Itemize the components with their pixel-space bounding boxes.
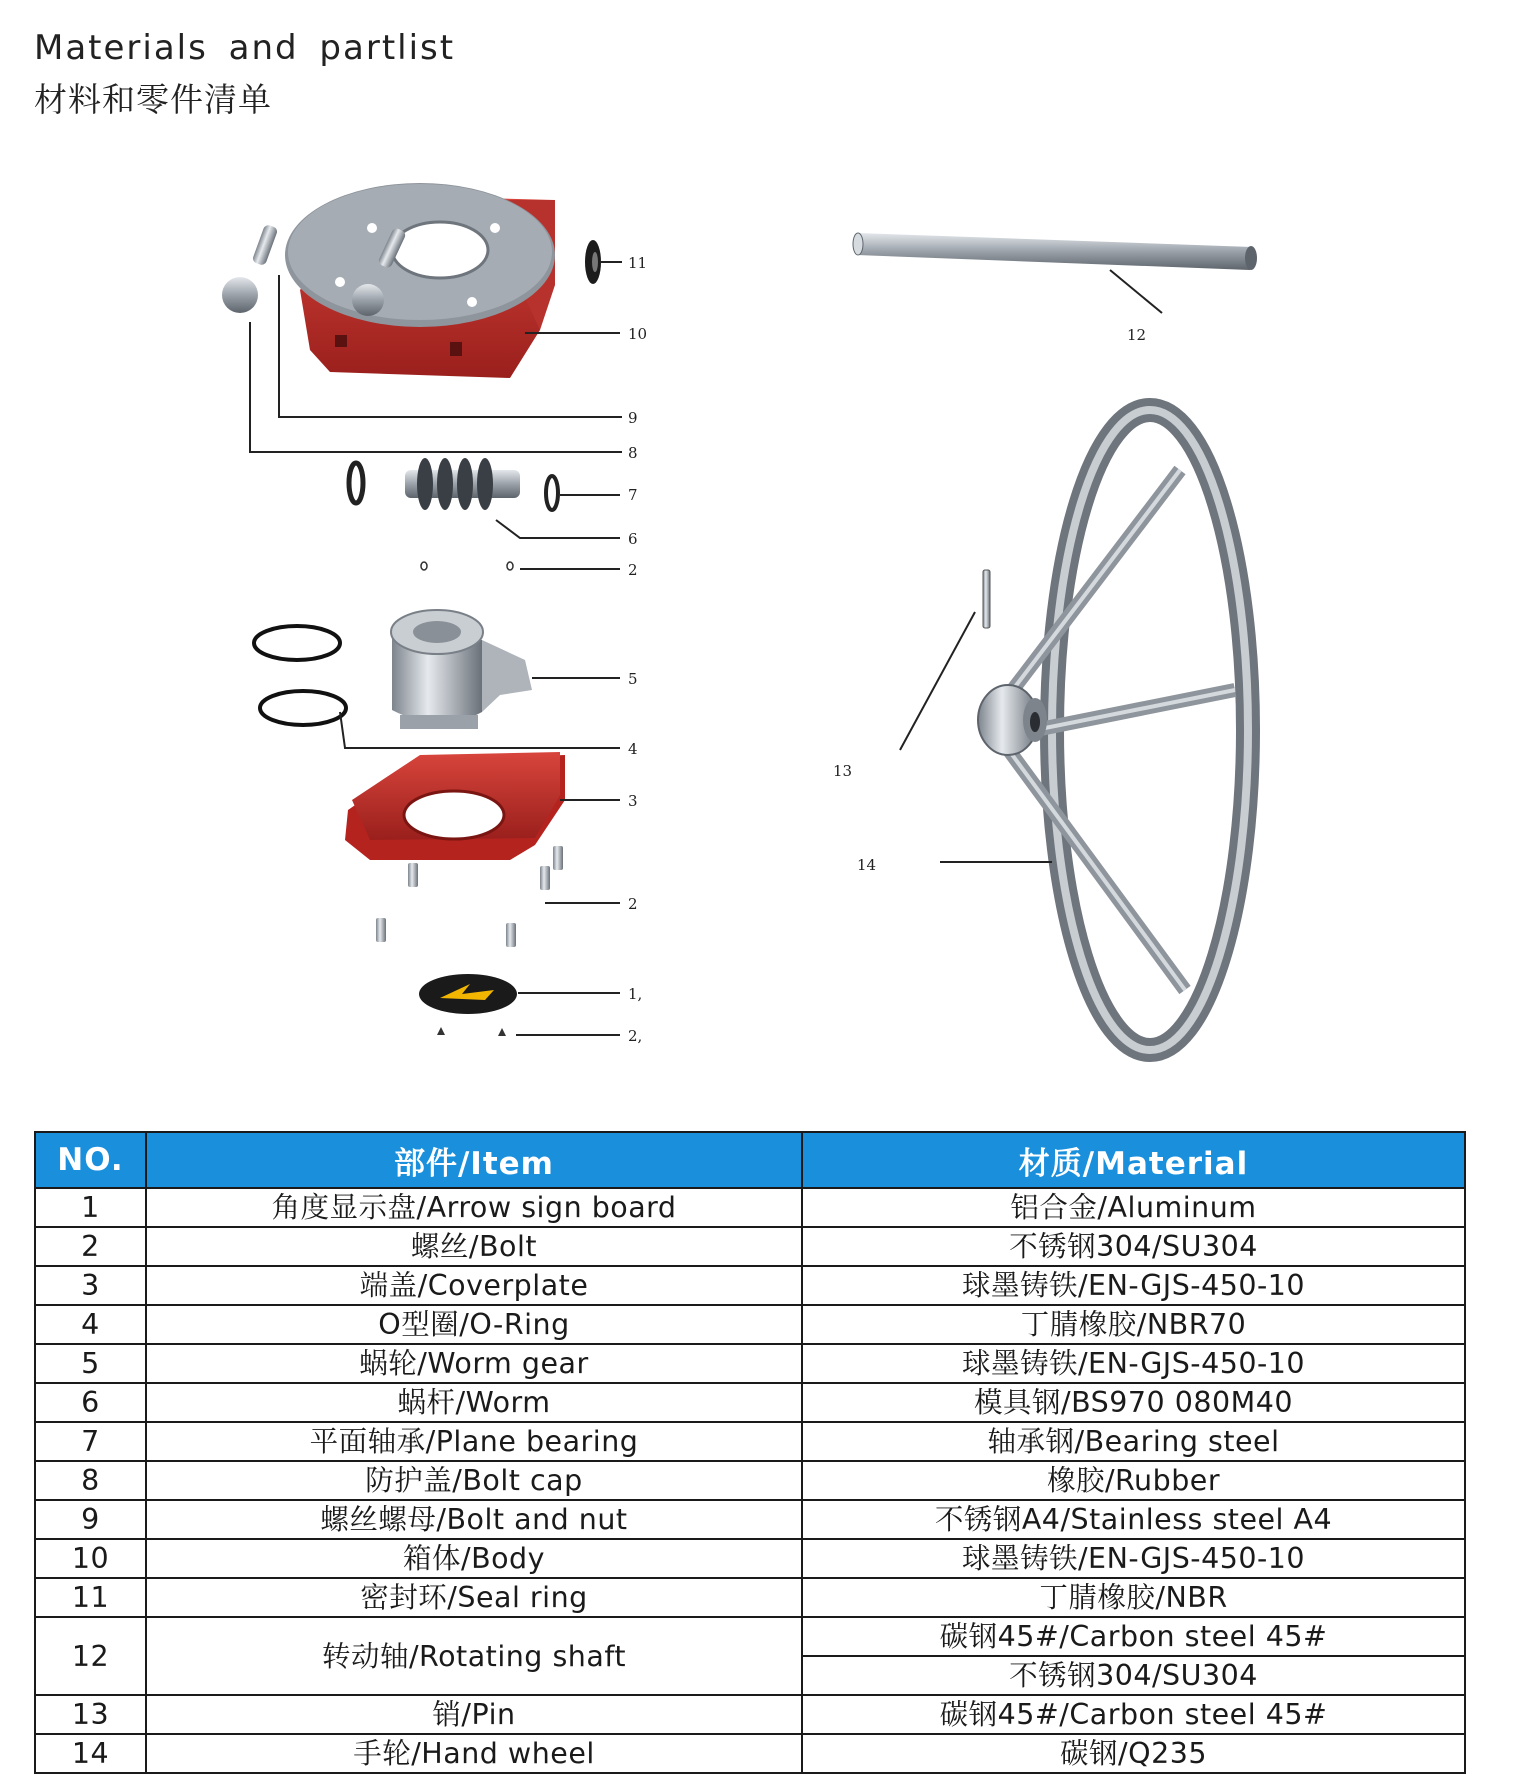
hand-wheel-part <box>978 410 1248 1050</box>
cell-item: 防护盖/Bolt cap <box>146 1461 802 1500</box>
table-row <box>35 1422 1465 1461</box>
table-row <box>35 1500 1465 1539</box>
callout-4: 4 <box>628 740 638 758</box>
cell-item: 转动轴/Rotating shaft <box>146 1617 802 1695</box>
cell-no: 4 <box>35 1305 146 1344</box>
cell-no: 11 <box>35 1578 146 1617</box>
cell-material: 球墨铸铁/EN-GJS-450-10 <box>802 1266 1465 1305</box>
cell-material: 球墨铸铁/EN-GJS-450-10 <box>802 1539 1465 1578</box>
table-row <box>35 1734 1465 1773</box>
cell-no: 5 <box>35 1344 146 1383</box>
cell-item: 手轮/Hand wheel <box>146 1734 802 1773</box>
cell-material-alt: 不锈钢304/SU304 <box>802 1656 1465 1695</box>
table-row <box>35 1461 1465 1500</box>
cell-material: 碳钢/Q235 <box>802 1734 1465 1773</box>
rotating-shaft-part <box>853 233 1257 270</box>
cell-item: 蜗轮/Worm gear <box>146 1344 802 1383</box>
pin-part <box>983 570 990 628</box>
cell-material: 球墨铸铁/EN-GJS-450-10 <box>802 1344 1465 1383</box>
cell-material: 不锈钢304/SU304 <box>802 1227 1465 1266</box>
cell-item: 蜗杆/Worm <box>146 1383 802 1422</box>
table-row <box>35 1188 1465 1227</box>
cell-material: 铝合金/Aluminum <box>802 1188 1465 1227</box>
cell-no: 6 <box>35 1383 146 1422</box>
table-header-row <box>35 1132 1465 1188</box>
arrow-sign-board-part <box>419 974 517 1036</box>
cell-material: 碳钢45#/Carbon steel 45# <box>802 1617 1465 1656</box>
seal-ring-part <box>585 240 601 284</box>
cell-no: 10 <box>35 1539 146 1578</box>
table-row <box>35 1266 1465 1305</box>
parts-table <box>34 1131 1466 1774</box>
callout-2a: 2 <box>628 561 638 579</box>
cell-material: 模具钢/BS970 080M40 <box>802 1383 1465 1422</box>
exploded-parts-diagram <box>0 170 1515 1070</box>
cell-item: 螺丝螺母/Bolt and nut <box>146 1500 802 1539</box>
header-item: 部件/Item <box>146 1132 802 1188</box>
cell-material: 碳钢45#/Carbon steel 45# <box>802 1695 1465 1734</box>
cell-item: 平面轴承/Plane bearing <box>146 1422 802 1461</box>
cell-item: 销/Pin <box>146 1695 802 1734</box>
cell-no: 13 <box>35 1695 146 1734</box>
cell-material: 丁腈橡胶/NBR <box>802 1578 1465 1617</box>
cell-material: 丁腈橡胶/NBR70 <box>802 1305 1465 1344</box>
cell-no: 14 <box>35 1734 146 1773</box>
cell-item: 箱体/Body <box>146 1539 802 1578</box>
header-material: 材质/Material <box>802 1132 1465 1188</box>
coverplate-part <box>345 752 565 947</box>
cell-no: 12 <box>35 1617 146 1695</box>
table-row <box>35 1305 1465 1344</box>
callout-10: 10 <box>628 325 648 343</box>
callout-11: 11 <box>628 254 648 272</box>
cell-no: 1 <box>35 1188 146 1227</box>
callout-2c: 2, <box>628 1027 643 1045</box>
callout-12: 12 <box>1127 326 1147 344</box>
callout-14: 14 <box>857 856 877 874</box>
cell-material: 轴承钢/Bearing steel <box>802 1422 1465 1461</box>
cell-no: 7 <box>35 1422 146 1461</box>
table-row <box>35 1617 1465 1656</box>
cell-no: 9 <box>35 1500 146 1539</box>
callout-1: 1, <box>628 985 643 1003</box>
page-title-cn: 材料和零件清单 <box>34 80 272 119</box>
callout-7: 7 <box>628 486 638 504</box>
callout-9: 9 <box>628 409 638 427</box>
cell-item: 角度显示盘/Arrow sign board <box>146 1188 802 1227</box>
table-row <box>35 1227 1465 1266</box>
header-no: NO. <box>35 1132 146 1188</box>
cell-material: 不锈钢A4/Stainless steel A4 <box>802 1500 1465 1539</box>
worm-gear-part <box>391 610 532 729</box>
cell-no: 3 <box>35 1266 146 1305</box>
table-row <box>35 1383 1465 1422</box>
cell-item: O型圈/O-Ring <box>146 1305 802 1344</box>
cell-material: 橡胶/Rubber <box>802 1461 1465 1500</box>
o-ring-part <box>254 626 346 725</box>
table-row <box>35 1539 1465 1578</box>
leader-lines <box>250 262 1162 1035</box>
callout-5: 5 <box>628 670 638 688</box>
cell-item: 密封环/Seal ring <box>146 1578 802 1617</box>
cell-item: 螺丝/Bolt <box>146 1227 802 1266</box>
callout-8: 8 <box>628 444 638 462</box>
gearbox-body-part <box>222 183 555 378</box>
table-row <box>35 1695 1465 1734</box>
cell-no: 8 <box>35 1461 146 1500</box>
cell-no: 2 <box>35 1227 146 1266</box>
table-row <box>35 1344 1465 1383</box>
cell-item: 端盖/Coverplate <box>146 1266 802 1305</box>
page-title: Materials and partlist <box>34 28 456 68</box>
table-row <box>35 1578 1465 1617</box>
callout-6: 6 <box>628 530 638 548</box>
callout-13: 13 <box>833 762 853 780</box>
callout-3: 3 <box>628 792 638 810</box>
callout-2b: 2 <box>628 895 638 913</box>
worm-assembly-part <box>349 458 558 570</box>
